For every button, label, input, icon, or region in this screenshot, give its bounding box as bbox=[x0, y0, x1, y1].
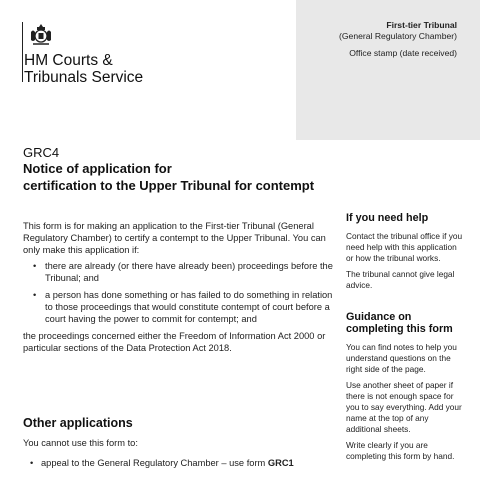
other-applications-section bbox=[23, 437, 323, 469]
logo-text-line2: Tribunals Service bbox=[24, 69, 144, 86]
form-reference-code: GRC1 bbox=[267, 458, 294, 468]
form-title-line1: Notice of application for bbox=[23, 161, 172, 176]
other-applications-heading: Other applications bbox=[23, 416, 133, 430]
royal-crest-icon bbox=[28, 22, 54, 48]
logo-text bbox=[24, 52, 164, 86]
other-applications-bullet bbox=[41, 457, 323, 469]
intro-bullet: • there are already (or there have already been) proceedings before the Tribunal; and bbox=[45, 260, 333, 284]
logo-text-line1: HM Courts & bbox=[24, 52, 113, 69]
help-text: The tribunal cannot give legal advice. bbox=[346, 269, 455, 290]
bullet-text: appeal to the General Regulatory Chamber – use form bbox=[41, 458, 266, 468]
other-applications-list bbox=[23, 457, 323, 469]
guidance-text: Write clearly if you are completing this form by hand. bbox=[346, 440, 455, 461]
form-title-line2: certification to the Upper Tribunal for contempt bbox=[23, 178, 315, 193]
intro-section bbox=[23, 220, 333, 354]
help-sidebar bbox=[346, 212, 464, 467]
stamp-title: First-tier Tribunal bbox=[386, 20, 457, 30]
stamp-subtitle: (General Regulatory Chamber) bbox=[339, 31, 457, 41]
logo-divider bbox=[22, 22, 23, 82]
intro-bullet-list bbox=[23, 260, 333, 325]
guidance-text: Use another sheet of paper if there is not enough space for you to say everything. Add your name at the top of any additional sheets. bbox=[346, 380, 462, 434]
office-stamp-box bbox=[296, 0, 480, 140]
guidance-heading: Guidance on completing this form bbox=[346, 311, 453, 335]
form-title bbox=[23, 160, 314, 194]
help-text: Contact the tribunal office if you need help with this application or how the tribunal works. bbox=[346, 231, 463, 263]
form-code: GRC4 bbox=[23, 145, 60, 160]
intro-text: This form is for making an application to the First-tier Tribunal (General Regulatory Chamber) to certify a contempt to the Upper Tribunal. You can only make this application if: bbox=[23, 221, 326, 255]
guidance-text: You can find notes to help you understand questions on the right side of the page. bbox=[346, 342, 457, 374]
intro-bullet: • a person has done something or has failed to do something in relation to those proceedings that would constitute contempt of court before a court having the power to commit for contempt; and bbox=[45, 289, 333, 325]
help-heading: If you need help bbox=[346, 212, 429, 224]
other-applications-text: You cannot use this form to: bbox=[23, 438, 138, 448]
stamp-label: Office stamp (date received) bbox=[349, 48, 457, 58]
intro-after-text: the proceedings concerned either the Freedom of Information Act 2000 or particular sections of the Data Protection Act 2018. bbox=[23, 331, 326, 353]
